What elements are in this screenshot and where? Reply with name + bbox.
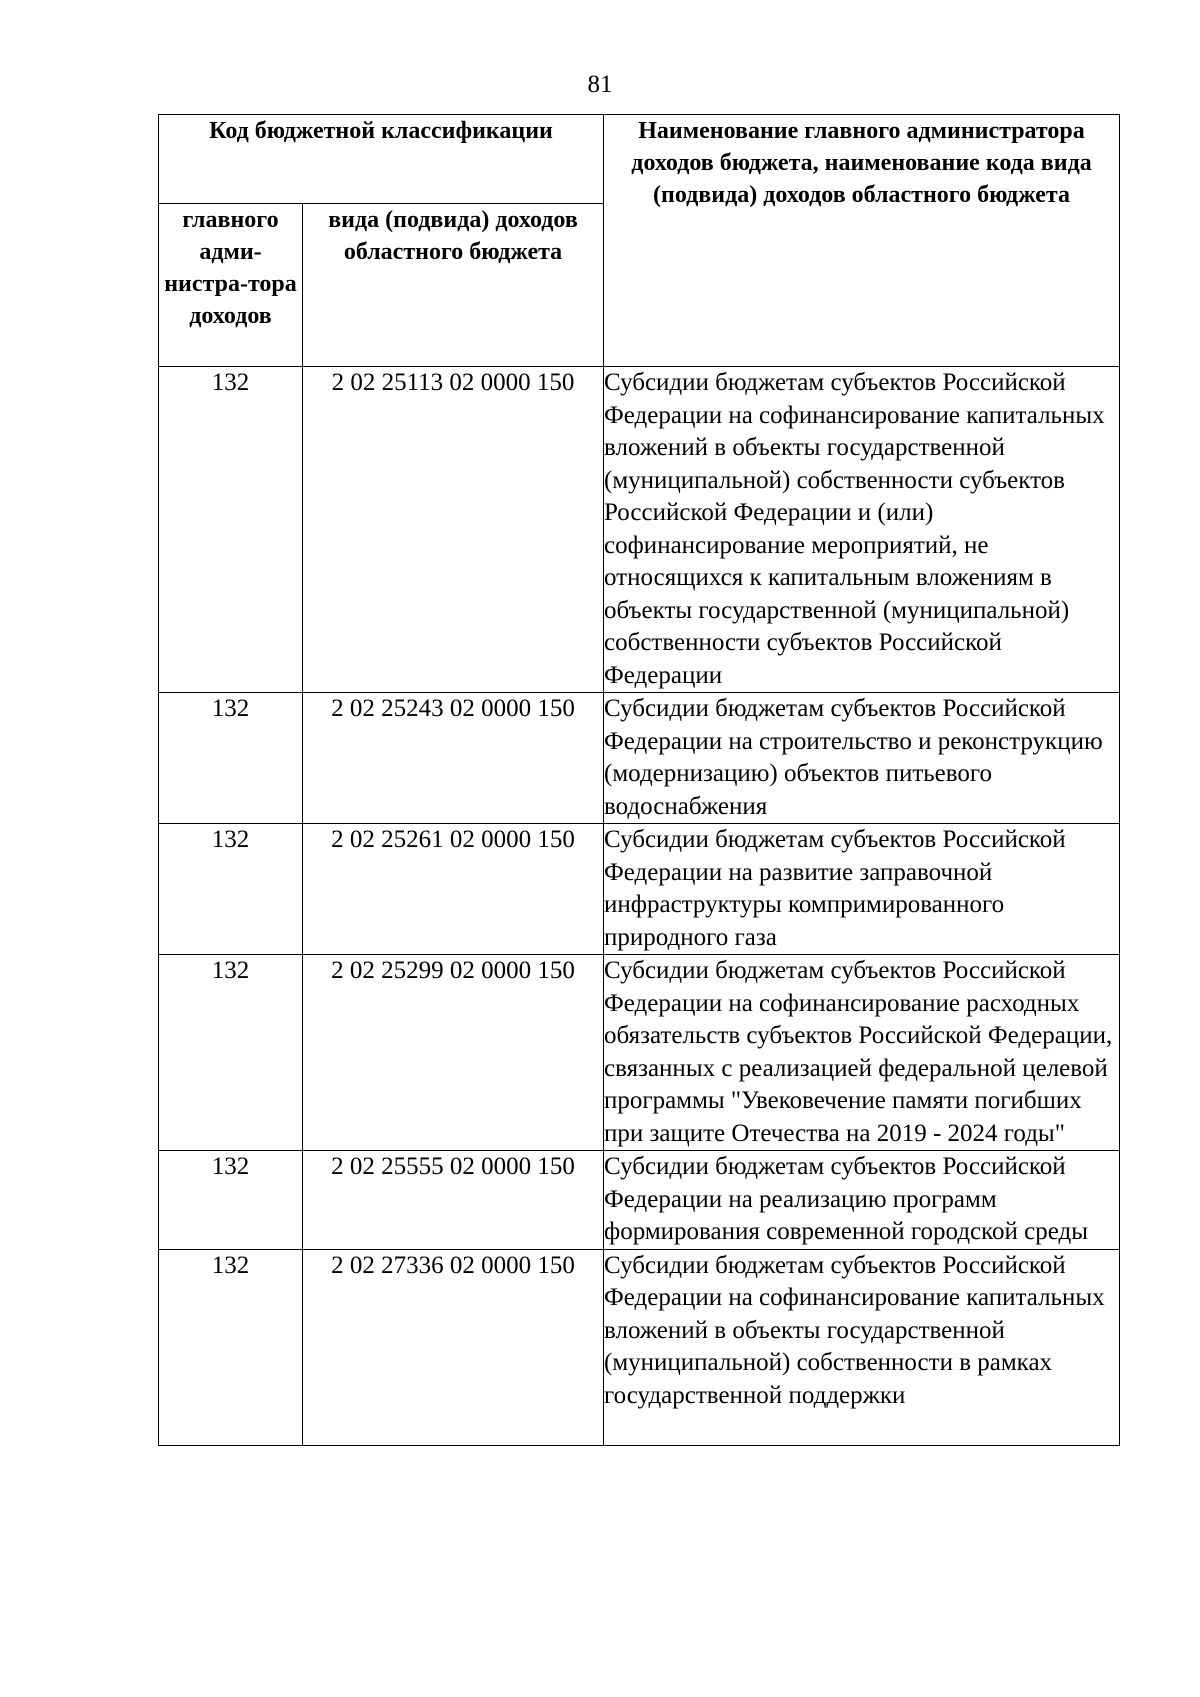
admin-code-cell: 132	[159, 955, 303, 1151]
name-cell: Субсидии бюджетам субъектов Российской Федерации на софинансирование расходных обязательств субъектов Российской Федерации, связанных с реализацией федеральной целевой программы "Увековечение памяти погибших при защите Отечества на 2019 - 2024 годы"	[604, 955, 1120, 1151]
header-admin-column: главного адми-нистра-тора доходов	[159, 204, 303, 367]
kind-code-cell: 2 02 27336 02 0000 150	[303, 1249, 604, 1445]
name-cell: Субсидии бюджетам субъектов Российской Федерации на строительство и реконструкцию (модернизацию) объектов питьевого водоснабжения	[604, 693, 1120, 824]
header-name-column: Наименование главного администратора доходов бюджета, наименование кода вида (подвида) доходов областного бюджета	[604, 115, 1120, 367]
page-number: 81	[587, 71, 613, 98]
header-kind-column: вида (подвида) доходов областного бюджета	[303, 204, 604, 367]
name-cell: Субсидии бюджетам субъектов Российской Федерации на софинансирование капитальных вложений в объекты государственной (муниципальной) собственности субъектов Российской Федерации и (или) софинансирование мероприятий, не относящихся к капитальным вложениям в объекты государственной (муниципальной) собственности субъектов Российской Федерации	[604, 367, 1120, 693]
admin-code-cell: 132	[159, 367, 303, 693]
table-row	[159, 693, 1120, 824]
table-row	[159, 824, 1120, 955]
table-row	[159, 1151, 1120, 1250]
admin-code-cell: 132	[159, 1151, 303, 1250]
kind-code-cell: 2 02 25299 02 0000 150	[303, 955, 604, 1151]
name-cell: Субсидии бюджетам субъектов Российской Федерации на софинансирование капитальных вложений в объекты государственной (муниципальной) собственности в рамках государственной поддержки	[604, 1249, 1120, 1445]
header-code-group: Код бюджетной классификации	[159, 115, 604, 204]
table-row	[159, 955, 1120, 1151]
admin-code-cell: 132	[159, 693, 303, 824]
kind-code-cell: 2 02 25113 02 0000 150	[303, 367, 604, 693]
table-row	[159, 1249, 1120, 1445]
kind-code-cell: 2 02 25555 02 0000 150	[303, 1151, 604, 1250]
admin-code-cell: 132	[159, 824, 303, 955]
admin-code-cell: 132	[159, 1249, 303, 1445]
table-row	[159, 367, 1120, 693]
name-cell: Субсидии бюджетам субъектов Российской Федерации на развитие заправочной инфраструктуры компримированного природного газа	[604, 824, 1120, 955]
name-cell: Субсидии бюджетам субъектов Российской Федерации на реализацию программ формирования современной городской среды	[604, 1151, 1120, 1250]
header-row-top	[159, 115, 1120, 204]
revenue-classification-table	[158, 114, 1120, 1446]
kind-code-cell: 2 02 25243 02 0000 150	[303, 693, 604, 824]
kind-code-cell: 2 02 25261 02 0000 150	[303, 824, 604, 955]
